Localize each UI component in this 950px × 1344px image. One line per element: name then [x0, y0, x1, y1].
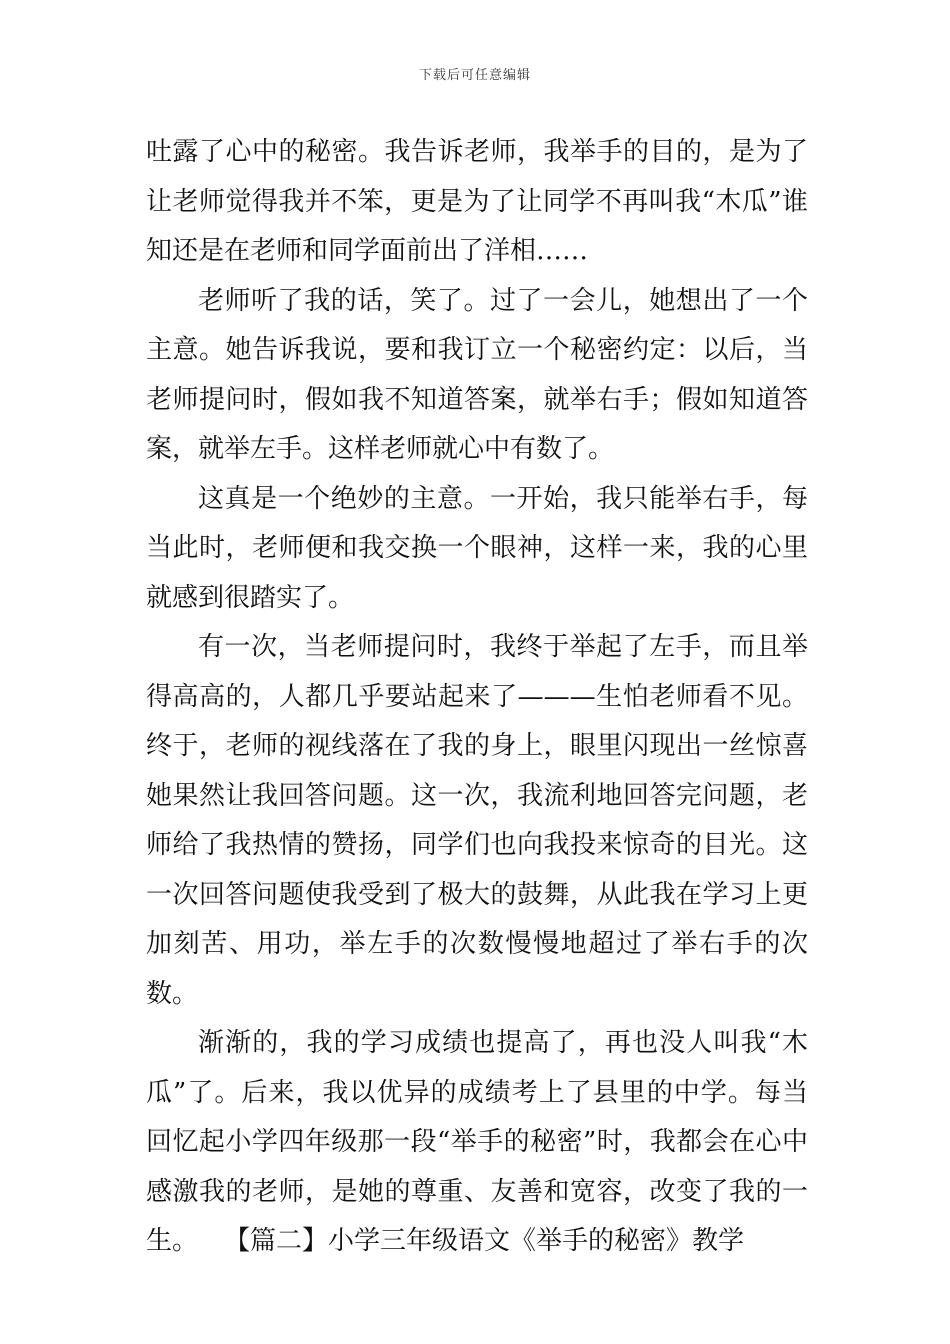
paragraph-1: 吐露了心中的秘密。我告诉老师，我举手的目的，是为了让老师觉得我并不笨，更是为了让同学不再叫我“木瓜”谁知还是在老师和同学面前出了洋相…… [146, 137, 808, 266]
document-body [146, 128, 808, 1267]
paragraph-4: 有一次，当老师提问时，我终于举起了左手，而且举得高高的，人都几乎要站起来了———生怕老师看不见。终于，老师的视线落在了我的身上，眼里闪现出一丝惊喜她果然让我回答问题。这一次，我流利地回答完问题，老师给了我热情的赞扬，同学们也向我投来惊奇的目光。这一次回答问题使我受到了极大的鼓舞，从此我在学习上更加刻苦、用功，举左手的次数慢慢地超过了举右手的次数。 [146, 632, 808, 1009]
paragraph-5: 渐渐的，我的学习成绩也提高了，再也没人叫我“木瓜”了。后来，我以优异的成绩考上了县里的中学。每当回忆起小学四年级那一段“举手的秘密”时，我都会在心中感激我的老师，是她的尊重、友善和宽容，改变了我的一生。 【篇二】小学三年级语文《举手的秘密》教学 [146, 1028, 808, 1256]
paragraph-2: 老师听了我的话，笑了。过了一会儿，她想出了一个主意。她告诉我说，要和我订立一个秘密约定：以后，当老师提问时，假如我不知道答案，就举右手；假如知道答案，就举左手。这样老师就心中有数了。 [146, 285, 808, 464]
paragraph-3: 这真是一个绝妙的主意。一开始，我只能举右手，每当此时，老师便和我交换一个眼神，这样一来，我的心里就感到很踏实了。 [146, 483, 808, 613]
page-header-note: 下载后可任意编辑 [418, 68, 531, 83]
